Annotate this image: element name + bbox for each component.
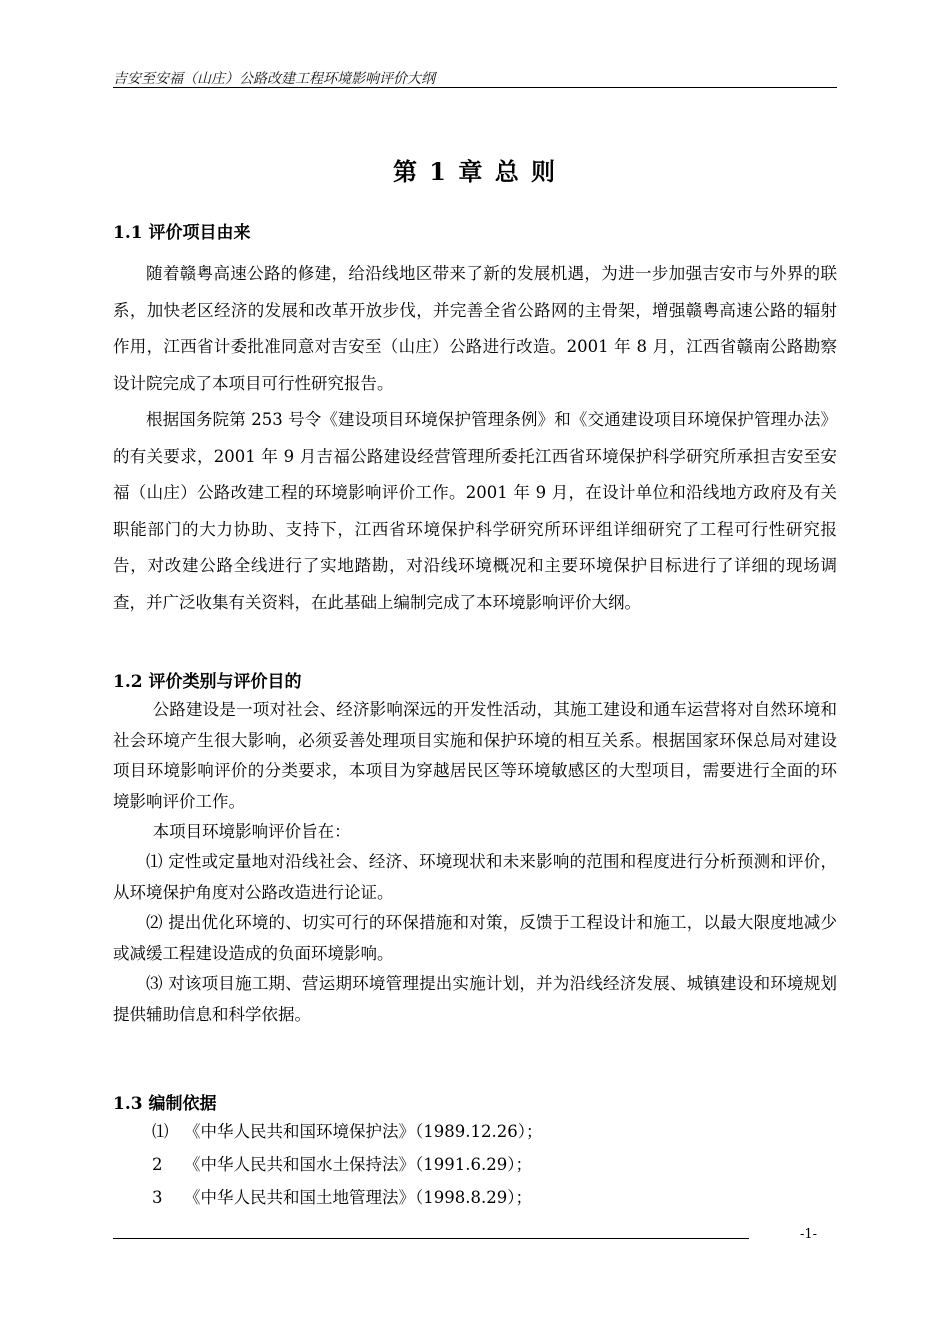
chapter-title: 第 1 章 总 则 xyxy=(392,157,558,186)
running-header-title: 吉安至安福（山庄）公路改建工程环境影响评价大纲 xyxy=(113,71,435,87)
footer-divider xyxy=(113,1238,749,1239)
reference-number: 3 xyxy=(152,1188,163,1207)
reference-item xyxy=(152,1184,532,1208)
page-number: -1- xyxy=(800,1227,818,1242)
paragraph: 根据国务院第 253 号令《建设项目环境保护管理条例》和《交通建设项目环境保护管理办法》的有关要求，2001 年 9 月吉福公路建设经营管理所委托江西省环境保护科学研究所承担吉安至安福（山庄）公路改建工程的环境影响评价工作。2001 年 9 月，在设计单位和沿线地方政府及有关职能部门的大力协助、支持下，江西省环境保护科学研究所环评组详细研究了工程可行性研究报告，对改建公路全线进行了实地踏勘，对沿线环境概况和主要环境保护目标进行了详细的现场调查，并广泛收集有关资料，在此基础上编制完成了本环境影响评价大纲。 xyxy=(113,410,837,612)
reference-text: 《中华人民共和国土地管理法》（1998.8.29）； xyxy=(184,1188,532,1207)
paragraph: 随着赣粤高速公路的修建，给沿线地区带来了新的发展机遇，为进一步加强吉安市与外界的联系，加快老区经济的发展和改革开放步伐，并完善全省公路网的主骨架，增强赣粤高速公路的辐射作用，江西省计委批准同意对吉安至（山庄）公路进行改造。2001 年 8 月，江西省赣南公路勘察设计院完成了本项目可行性研究报告。 xyxy=(113,264,837,393)
section-heading-1-2: 1.2 评价类别与评价目的 xyxy=(113,672,302,692)
reference-item xyxy=(152,1118,542,1142)
list-item: ⑶ 对该项目施工期、营运期环境管理提出实施计划，并为沿线经济发展、城镇建设和环境规划提供辅助信息和科学依据。 xyxy=(113,974,837,1024)
list-item: ⑴ 定性或定量地对沿线社会、经济、环境现状和未来影响的范围和程度进行分析预测和评价，从环境保护角度对公路改造进行论证。 xyxy=(113,852,837,902)
paragraph: 本项目环境影响评价旨在： xyxy=(152,822,351,841)
reference-item xyxy=(152,1151,532,1175)
section-heading-1-3: 1.3 编制依据 xyxy=(113,1094,217,1114)
reference-number: ⑴ xyxy=(152,1122,169,1141)
header-divider xyxy=(113,87,837,88)
section-heading-1-1: 1.1 评价项目由来 xyxy=(113,223,251,243)
list-item: ⑵ 提出优化环境的、切实可行的环保措施和对策，反馈于工程设计和施工，以最大限度地减少或减缓工程建设造成的负面环境影响。 xyxy=(113,913,837,963)
reference-text: 《中华人民共和国水土保持法》（1991.6.29）； xyxy=(184,1155,532,1174)
paragraph: 公路建设是一项对社会、经济影响深远的开发性活动，其施工建设和通车运营将对自然环境和社会环境产生很大影响，必须妥善处理项目实施和保护环境的相互关系。根据国家环保总局对建设项目环境影响评价的分类要求，本项目为穿越居民区等环境敏感区的大型项目，需要进行全面的环境影响评价工作。 xyxy=(113,700,837,811)
reference-number: 2 xyxy=(152,1155,163,1174)
reference-text: 《中华人民共和国环境保护法》（1989.12.26）； xyxy=(184,1122,543,1141)
